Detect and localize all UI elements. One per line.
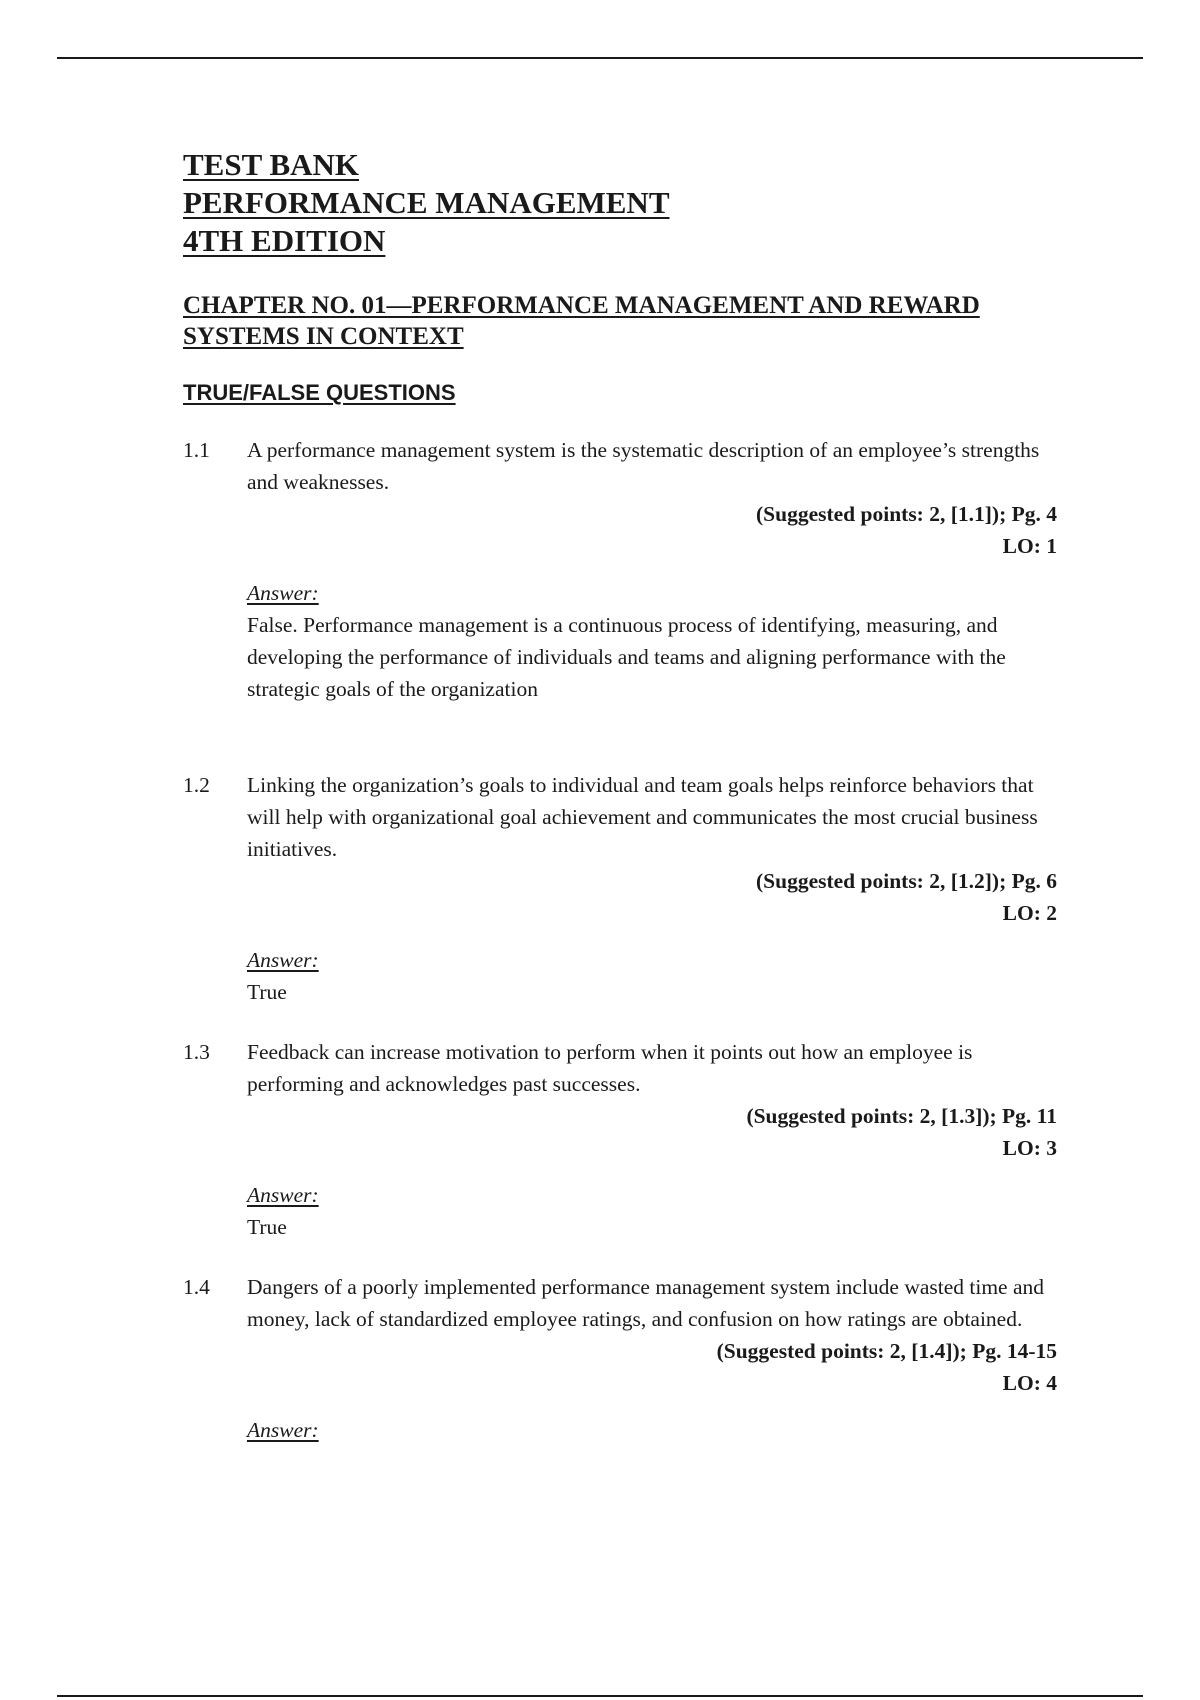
question-body [247,769,1057,1008]
title-line-3: 4TH EDITION [183,223,386,258]
document-title [183,146,1053,260]
learning-objective: LO: 4 [1002,1371,1057,1395]
bottom-rule [57,1695,1143,1697]
learning-objective: LO: 1 [1002,534,1057,558]
question-number: 1.4 [183,1275,210,1299]
page-content [183,146,1057,1446]
top-rule [57,57,1143,59]
answer-label: Answer: [247,948,319,972]
answer-text: False. Performance management is a continuous process of identifying, measuring, and developing the performance of individuals and teams and aligning performance with the strategic goals of the organization [247,613,1006,701]
question-body [247,1271,1057,1446]
title-line-2: PERFORMANCE MANAGEMENT [183,185,670,220]
title-line-1: TEST BANK [183,147,360,182]
suggested-points: (Suggested points: 2, [1.2]); Pg. 6 [756,869,1057,893]
section-heading: TRUE/FALSE QUESTIONS [183,380,456,405]
suggested-points: (Suggested points: 2, [1.4]); Pg. 14-15 [716,1339,1057,1363]
question-item [183,769,1057,1008]
question-number: 1.1 [183,438,210,462]
question-text: Linking the organization’s goals to individual and team goals helps reinforce behaviors that will help with organizational goal achievement and communicates the most crucial business initiatives. [247,773,1038,861]
question-body [247,1036,1057,1243]
answer-label: Answer: [247,1418,319,1442]
chapter-heading: CHAPTER NO. 01—PERFORMANCE MANAGEMENT AND REWARD SYSTEMS IN CONTEXT [183,292,980,350]
answer-text: True [247,980,287,1004]
learning-objective: LO: 2 [1002,901,1057,925]
question-number: 1.2 [183,773,210,797]
question-body [247,434,1057,705]
question-number: 1.3 [183,1040,210,1064]
question-text: Feedback can increase motivation to perform when it points out how an employee is performing and acknowledges past successes. [247,1040,973,1096]
learning-objective: LO: 3 [1002,1136,1057,1160]
question-text: A performance management system is the systematic description of an employee’s strengths and weaknesses. [247,438,1040,494]
answer-label: Answer: [247,1183,319,1207]
question-item [183,1271,1057,1446]
suggested-points: (Suggested points: 2, [1.3]); Pg. 11 [746,1104,1057,1128]
answer-text: True [247,1215,287,1239]
question-item [183,434,1057,705]
question-text: Dangers of a poorly implemented performance management system include wasted time and money, lack of standardized employee ratings, and confusion on how ratings are obtained. [247,1275,1045,1331]
suggested-points: (Suggested points: 2, [1.1]); Pg. 4 [756,502,1057,526]
question-item [183,1036,1057,1243]
answer-label: Answer: [247,581,319,605]
